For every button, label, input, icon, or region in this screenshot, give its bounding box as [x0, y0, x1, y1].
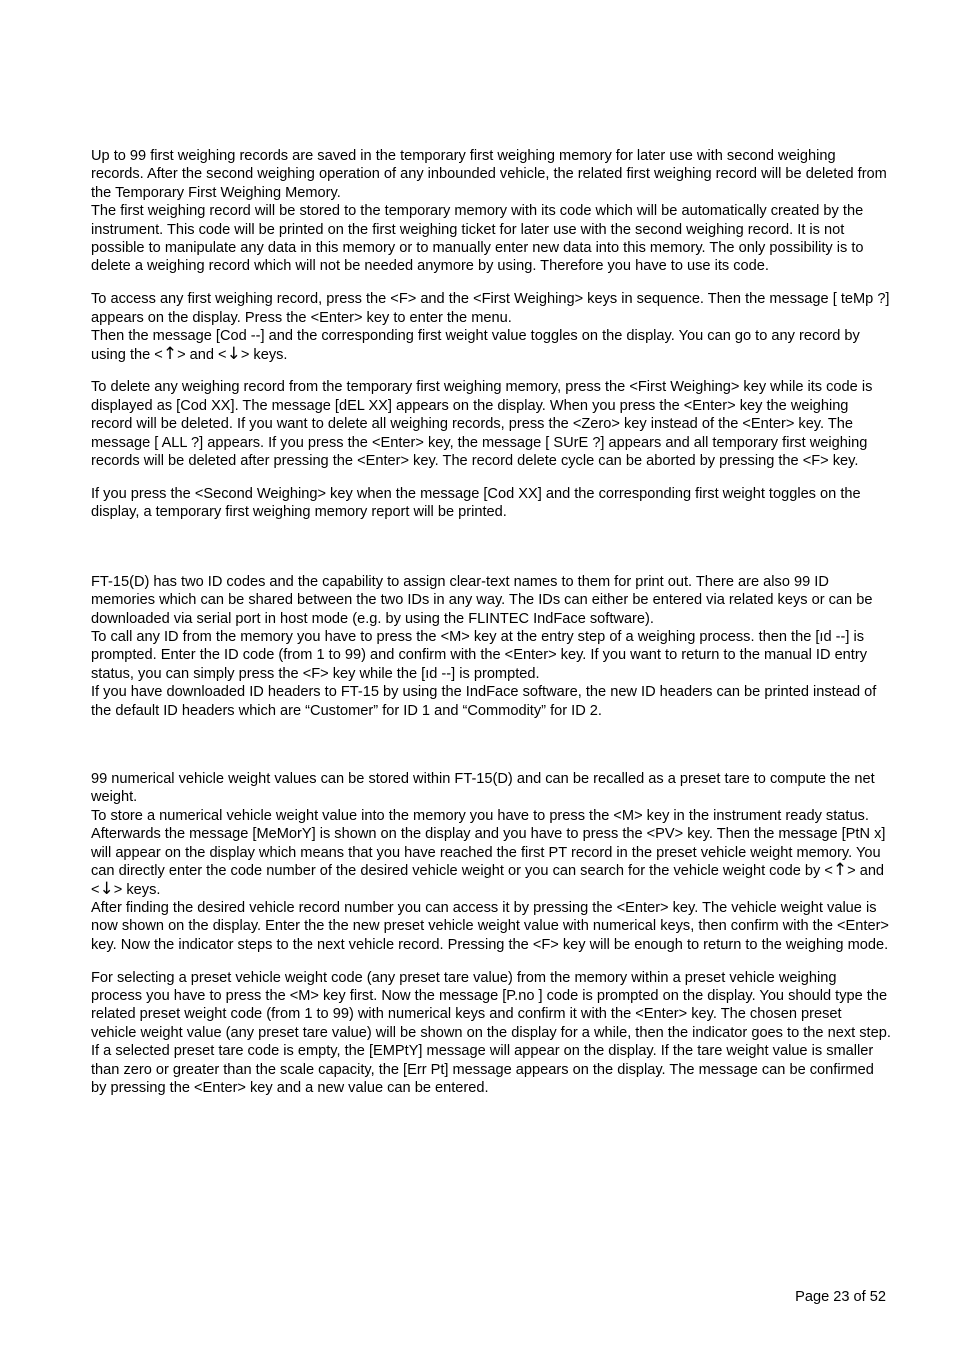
- paragraph: The first weighing record will be stored to the temporary memory with its code which will be automatically created by the instrument. This code will be printed on the first weighing ticket for later use with the second weighing record. It is not possible to manipulate any data in this memory or to manually enter new data into this memory. The only possibility is to delete a weighing record which will not be needed anymore by using. Therefore you have to use its code.: [91, 203, 864, 275]
- paragraph: If you have downloaded ID headers to FT-15 by using the IndFace software, the new ID headers can be printed instead of the default ID headers which are “Customer” for ID 1 and “Commodity” for ID 2.: [91, 684, 877, 719]
- arrow-up-icon: ↑: [832, 860, 848, 881]
- arrow-up-icon: ↑: [162, 343, 178, 364]
- paragraph: To call any ID from the memory you have to press the <M> key at the entry step of a weighing process. then the [ıd --] is prompted. Enter the ID code (from 1 to 99) and confirm with the <Enter> key. If you want to return to the manual ID entry status, you can simply press the <F> key while the [ıd --] is prompted.: [91, 629, 868, 682]
- paragraph: 99 numerical vehicle weight values can be stored within FT-15(D) and can be recalled as a preset tare to compute the net weight.: [91, 771, 875, 806]
- paragraph: To access any first weighing record, press the <F> and the <First Weighing> keys in sequence. Then the message [ teMp ?] appears on the display. Press the <Enter> key to enter the menu.: [91, 291, 890, 326]
- text-run: > keys.: [113, 881, 161, 898]
- text-run: > and <: [177, 346, 227, 363]
- paragraph: Up to 99 first weighing records are saved in the temporary first weighing memory for later use with second weighing records. After the second weighing operation of any inbounded vehicle, the related first weighing record will be deleted from the Temporary First Weighing Memory.: [91, 148, 887, 201]
- paragraph: If a selected preset tare code is empty, the [EMPtY] message will appear on the display. If the tare weight value is smaller than zero or greater than the scale capacity, the [Err Pt] message appears on the display. The message can be confirmed by pressing the <Enter> key and a new value can be entered.: [91, 1043, 874, 1097]
- paragraph: [91, 327, 891, 364]
- paragraph: After finding the desired vehicle record number you can access it by pressing the <Enter> key. The vehicle weight value is now shown on the display. Enter the the new preset vehicle weight value with numerical keys, then confirm with the <Enter> key. Now the indicator steps to the next vehicle record. Pressing the <F> key will be enough to return to the weighing mode.: [91, 899, 889, 953]
- paragraph: FT-15(D) has two ID codes and the capability to assign clear-text names to them for print out. There are also 99 ID memories which can be shared between the two IDs in any way. The IDs can either be entered via related keys or can be downloaded via serial port in host mode (e.g. by using the FLINTEC IndFace software).: [91, 573, 873, 627]
- paragraph: [91, 807, 891, 899]
- text-run: Then the message [Cod --] and the corresponding first weight value toggles on the display. You can go to any record by using the <: [91, 328, 860, 363]
- document-body: [91, 147, 891, 1097]
- section-preset-tare: [91, 770, 891, 1097]
- arrow-down-icon: ↓: [226, 343, 241, 364]
- paragraph: If you press the <Second Weighing> key when the message [Cod XX] and the corresponding first weight toggles on the display, a temporary first weighing memory report will be printed.: [91, 486, 861, 521]
- section-id-codes: [91, 573, 891, 720]
- paragraph: For selecting a preset vehicle weight code (any preset tare value) from the memory within a preset vehicle weighing process you have to press the <M> key first. Now the message [P.no ] code is prompted on the display. You should type the related preset weight code (from 1 to 99) with numerical keys and confirm it with the <Enter> key. The chosen preset vehicle weight value (any preset tare value) will be shown on the display for a while, then the indicator goes to the next step.: [91, 969, 891, 1041]
- text-run: To store a numerical vehicle weight value into the memory you have to press the <M> key in the instrument ready status. Afterwards the message [MeMorY] is shown on the display and you have to press the <PV> key. Then the message [PtN x] will appear on the display which means that you have reached the first PT record in the preset vehicle weight memory. You can directly enter the code number of the desired vehicle weight or you can search for the vehicle weight code by <: [91, 807, 886, 880]
- page-number: Page 23 of 52: [795, 1289, 886, 1305]
- paragraph: To delete any weighing record from the temporary first weighing memory, press the <First Weighing> key while its code is displayed as [Cod XX]. The message [dEL XX] appears on the display. When you press the <Enter> key the weighing record will be deleted. If you want to delete all weighing records, press the <Zero> key instead of the <Enter> key. The message [ ALL ?] appears. If you press the <Enter> key, the message [ SUrE ?] appears and all temporary first weighing records will be deleted after pressing the <Enter> key. The record delete cycle can be aborted by pressing the <F> key.: [91, 379, 873, 470]
- text-run: > keys.: [240, 346, 288, 363]
- section-first-weighing-memory: [91, 147, 891, 522]
- text-run: > and <: [91, 863, 885, 898]
- arrow-down-icon: ↓: [99, 878, 114, 899]
